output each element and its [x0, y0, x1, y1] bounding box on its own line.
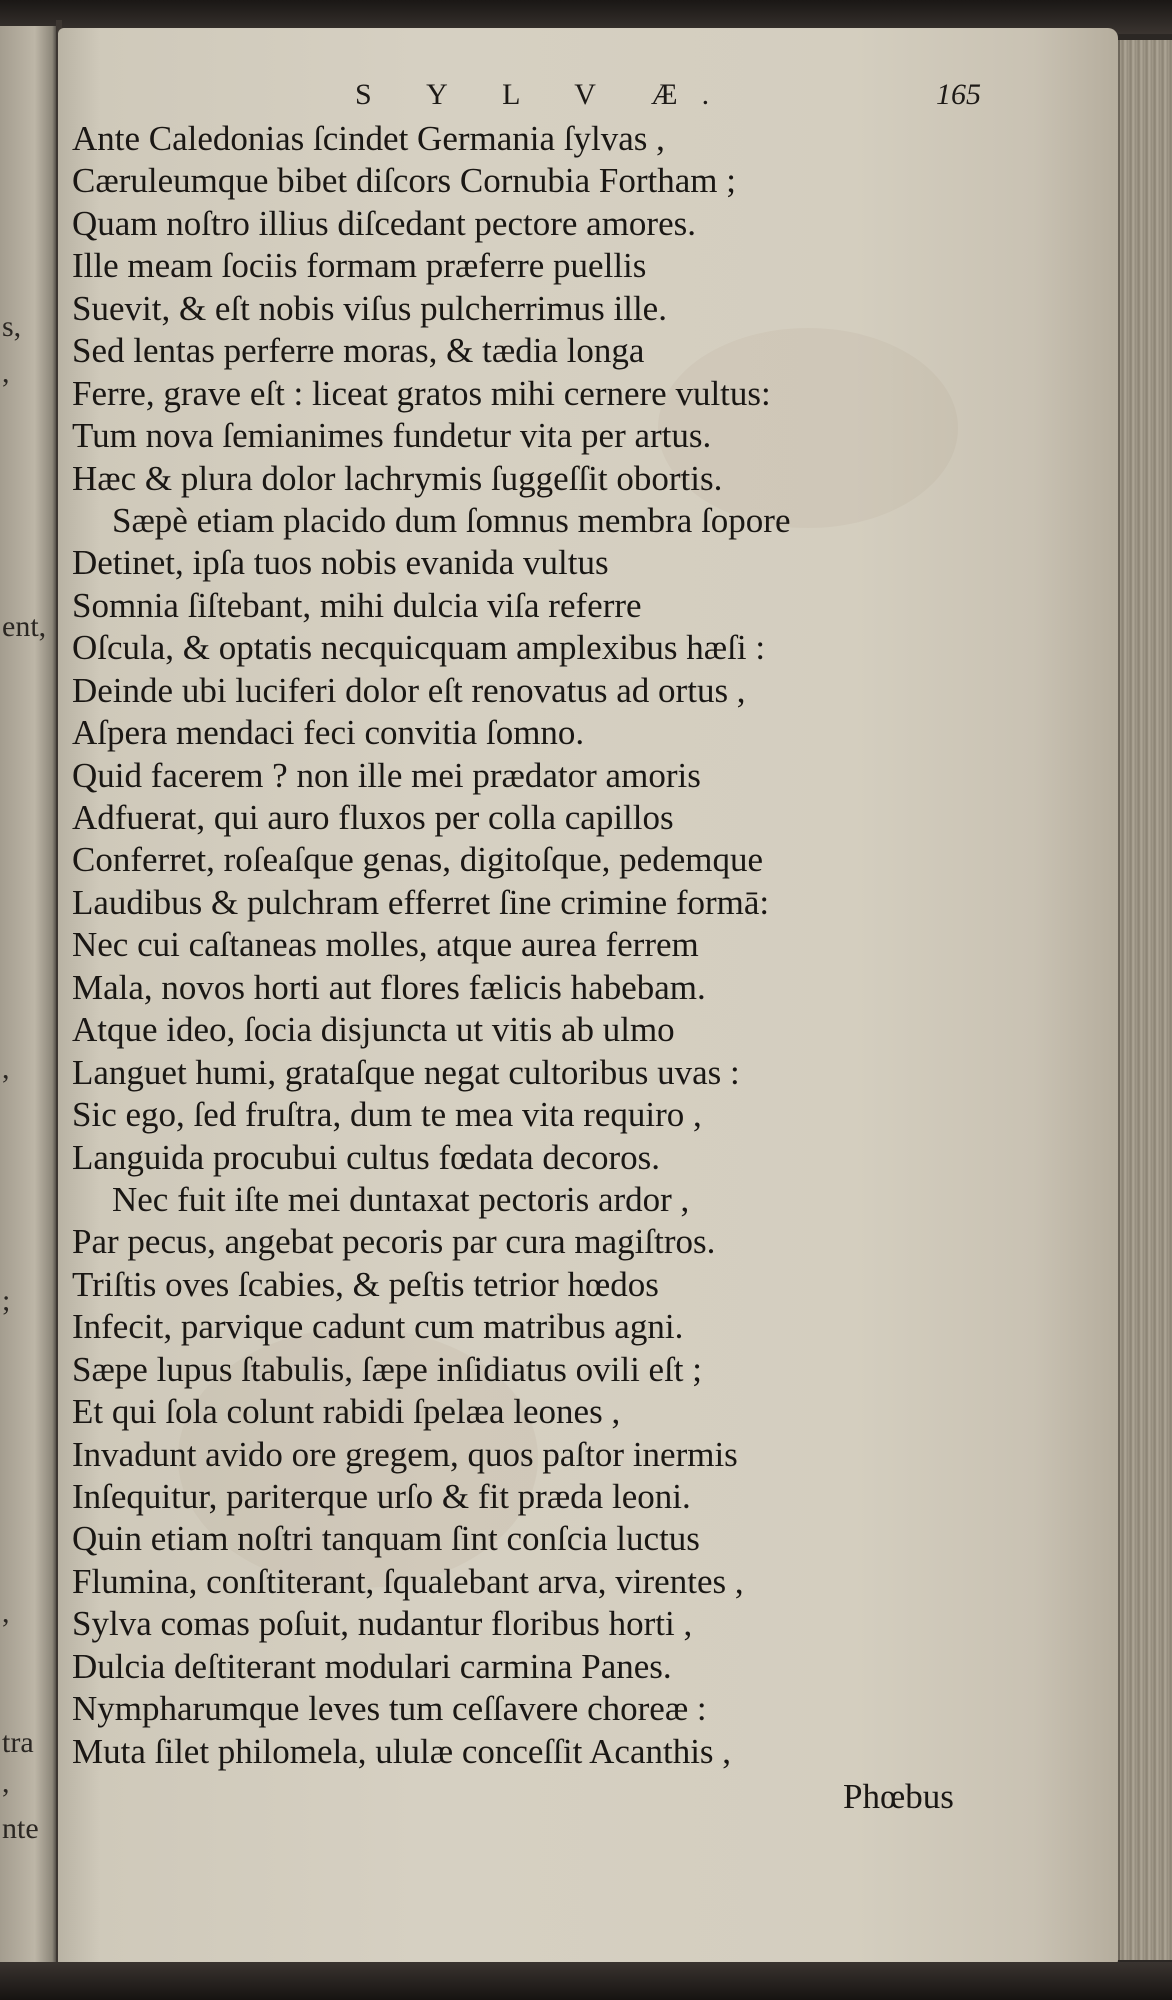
facing-page-fragment: ent,	[2, 610, 47, 643]
facing-page-fragment: ;	[2, 1284, 11, 1317]
verse-line: Nec cui caſtaneas molles, atque aurea ferrem	[72, 925, 699, 965]
verse-line: Infecit, parvique cadunt cum matribus agni.	[72, 1307, 684, 1347]
catchword: Phœbus	[843, 1777, 954, 1816]
facing-page-fragment: ,	[2, 1052, 10, 1085]
verse-line: Muta ſilet philomela, ululæ conceſſit Acanthis ,	[72, 1731, 732, 1771]
page-block-edge	[1118, 40, 1172, 1960]
verse-line: Oſcula, & optatis necquicquam amplexibus hæſi :	[72, 628, 766, 668]
verse-line: Nympharumque leves tum ceſſavere choreæ :	[72, 1689, 707, 1729]
verse-line: Cæruleumque bibet diſcors Cornubia Fortham ;	[72, 161, 736, 201]
verse-line: Et qui ſola colunt rabidi ſpelæa leones ,	[72, 1392, 621, 1432]
verse-line: Ille meam ſociis formam præferre puellis	[72, 246, 647, 286]
facing-page-fragment: nte	[2, 1812, 39, 1845]
facing-page-fragment: ,	[2, 1766, 10, 1799]
bottom-shadow	[0, 1962, 1172, 2000]
verse-line: Dulcia deſtiterant modulari carmina Panes.	[72, 1646, 672, 1686]
verse-list	[72, 118, 1032, 1773]
verse-line: Aſpera mendaci feci convitia ſomno.	[72, 713, 585, 753]
page-number: 165	[936, 78, 981, 111]
verse-line: Sed lentas perferre moras, & tædia longa	[72, 331, 645, 371]
verse-line: Quam noſtro illius diſcedant pectore amores.	[72, 203, 696, 243]
verse-line: Tum nova ſemianimes fundetur vita per artus.	[72, 416, 712, 456]
verse-line: Ante Caledonias ſcindet Germania ſylvas ,	[72, 119, 665, 158]
verse-line: Hæc & plura dolor lachrymis ſuggeſſit obortis.	[72, 458, 723, 498]
verse-line: Mala, novos horti aut flores fælicis habebam.	[72, 967, 706, 1007]
verse-line: Suevit, & eſt nobis viſus pulcherrimus ille.	[72, 288, 667, 328]
verse-line: Conferret, roſeaſque genas, digitoſque, pedemque	[72, 840, 764, 880]
verse-line: Detinet, ipſa tuos nobis evanida vultus	[72, 543, 609, 583]
verse-line: Flumina, conſtiterant, ſqualebant arva, virentes ,	[72, 1561, 744, 1601]
facing-page-fragment: ,	[2, 356, 10, 389]
verse-line: Inſequitur, pariterque urſo & fit præda leoni.	[72, 1477, 691, 1516]
verse-line-indented: Nec fuit iſte mei duntaxat pectoris ardor ,	[112, 1179, 690, 1219]
verse-line: Laudibus & pulchram efferret ſine crimine formā:	[72, 882, 770, 922]
verse-line: Ferre, grave eſt : liceat gratos mihi cernere vultus:	[72, 373, 771, 413]
verse-line: Sæpe lupus ſtabulis, ſæpe inſidiatus ovili eſt ;	[72, 1349, 702, 1389]
verse-line: Somnia ſiſtebant, mihi dulcia viſa referre	[72, 585, 642, 625]
verse-line: Sic ego, ſed fruſtra, dum te mea vita requiro ,	[72, 1095, 702, 1135]
verse-line: Languida procubui cultus fœdata decoros.	[72, 1137, 661, 1177]
facing-page-fragment: s,	[2, 310, 22, 343]
verse-line: Quin etiam noſtri tanquam ſint conſcia luctus	[72, 1519, 700, 1559]
verse-line: Triſtis oves ſcabies, & peſtis tetrior hœdos	[72, 1264, 659, 1304]
verse-line: Par pecus, angebat pecoris par cura magiſtros.	[72, 1222, 716, 1262]
verse-line: Invadunt avido ore gregem, quos paſtor inermis	[72, 1434, 738, 1474]
facing-page-fragment: ,	[2, 1596, 10, 1629]
verse-line: Languet humi, grataſque negat cultoribus uvas :	[72, 1052, 740, 1092]
verse-line-indented: Sæpè etiam placido dum ſomnus membra ſopore	[112, 500, 791, 540]
facing-page-fragment: tra	[2, 1726, 34, 1759]
facing-page-edge	[0, 26, 58, 1966]
verse-line: Quid facerem ? non ille mei prædator amoris	[72, 755, 701, 795]
verse-line: Deinde ubi luciferi dolor eſt renovatus ad ortus ,	[72, 670, 746, 710]
verse-line: Atque ideo, ſocia disjuncta ut vitis ab ulmo	[72, 1010, 675, 1050]
verse-line: Sylva comas poſuit, nudantur floribus horti ,	[72, 1604, 693, 1644]
running-head: S Y L V Æ.	[355, 78, 734, 111]
verse-line: Adfuerat, qui auro fluxos per colla capillos	[72, 798, 674, 837]
